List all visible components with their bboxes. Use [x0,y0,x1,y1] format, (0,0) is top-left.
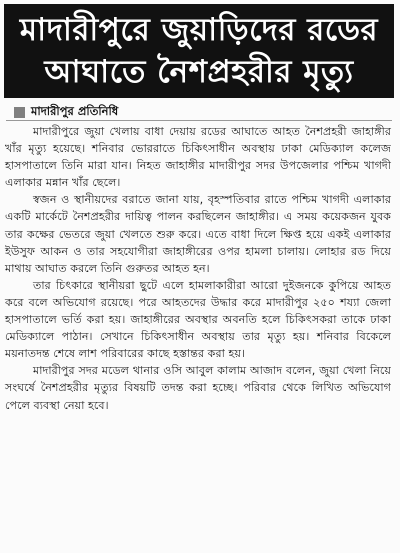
dateline-row [14,104,118,120]
paragraph-4: মাদারীপুর সদর মডেল থানার ওসি আবুল কালাম আজাদ বলেন, জুয়া খেলা নিয়ে সংঘর্ষে নৈশপ্রহরীর মৃত্যুর বিষয়টি তদন্ত করা হচ্ছে। পরিবার থেকে লিখিত অভিযোগ পেলে ব্যবস্থা নেয়া হবে। [5,364,391,412]
square-bullet-icon [14,107,25,118]
headline-line-2: আঘাতে নৈশপ্রহরীর মৃত্যু [44,54,354,90]
paragraph-3: তার চিৎকারে স্থানীয়রা ছুটে এলে হামলাকারীরা আরো দুইজনকে কুপিয়ে আহত করে বলে অভিযোগ রয়েছে। পরে আহতদের উদ্ধার করে মাদারীপুর ২৫০ শয্যা জেলা হাসপাতালে ভর্তি করা হয়। জাহাঙ্গীরের অবস্থার অবনতি হলে চিকিৎসকরা তাকে ঢাকা মেডিক্যালে পাঠান। সেখানে চিকিৎসাধীন অবস্থায় তার মৃত্যু হয়। শনিবার বিকেলে ময়নাতদন্ত শেষে লাশ পরিবারের কাছে হস্তান্তর করা হয়। [5,278,391,361]
headline-banner [4,4,394,98]
paragraph-2: স্বজন ও স্থানীয়দের বরাতে জানা যায়, বৃহস্পতিবার রাতে পশ্চিম খাগদী এলাকার একটি মার্কেটে নৈশপ্রহরীর দায়িত্ব পালন করছিলেন জাহাঙ্গীর। এ সময় কয়েকজন যুবক তার কক্ষের ভেতরে জুয়া খেলতে শুরু করে। এতে বাধা দিলে ক্ষিপ্ত হয়ে একই এলাকার ইউসুফ আকন ও তার সহযোগীরা জাহাঙ্গীরের ওপর হামলা চালায়। লোহার রড দিয়ে মাথায় আঘাত করলে তিনি গুরুতর আহত হন। [5,193,391,275]
dateline: মাদারীপুর প্রতিনিধি [31,103,119,118]
divider [6,120,392,121]
article-body [5,123,391,414]
paragraph-1: মাদারীপুরে জুয়া খেলায় বাধা দেয়ায় রডের আঘাতে আহত নৈশপ্রহরী জাহাঙ্গীর খাঁর মৃত্যু হয়েছে। শনিবার ভোররাতে চিকিৎসাধীন অবস্থায় ঢাকা মেডিক্যাল কলেজ হাসপাতালে তিনি মারা যান। নিহত জাহাঙ্গীর মাদারীপুর সদর উপজেলার পশ্চিম খাগদী এলাকার মন্নান খাঁর ছেলে। [5,125,391,190]
headline-line-1: মাদারীপুরে জুয়াড়িদের রডের [19,12,379,48]
